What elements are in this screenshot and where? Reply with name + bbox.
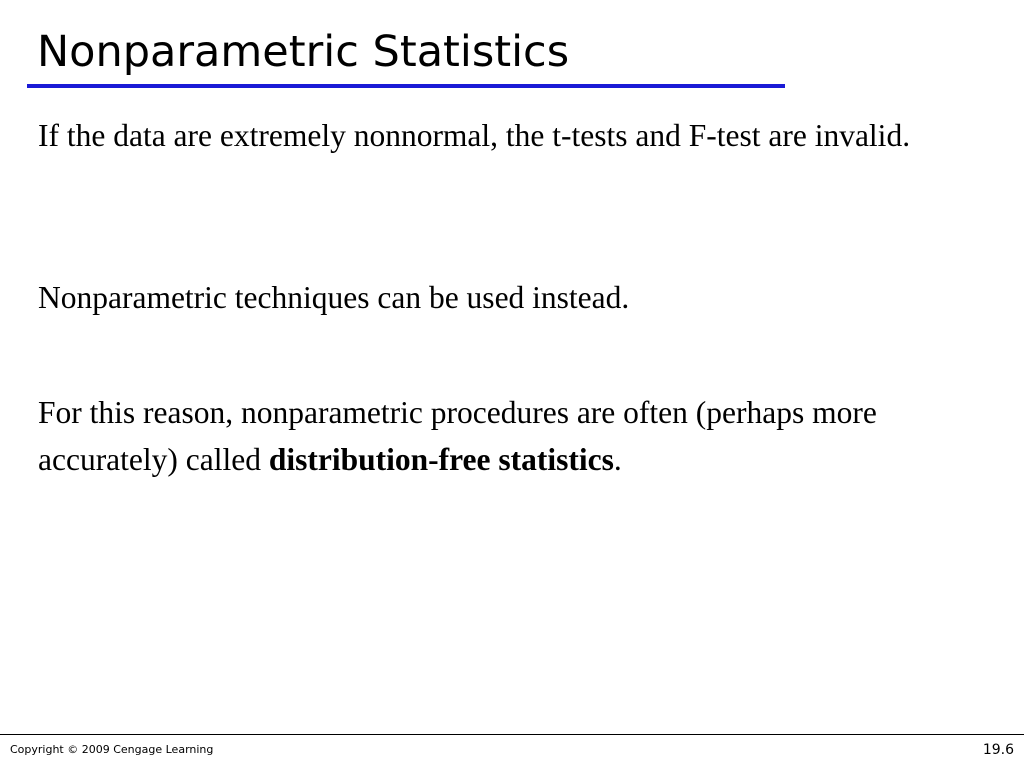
copyright-notice: Copyright © 2009 Cengage Learning: [10, 743, 214, 756]
bold-term: distribution-free statistics: [268, 442, 614, 477]
paragraph-text-after: .: [613, 442, 622, 477]
paragraph-text-before: For this reason, nonparametric procedures are often (perhaps more accurately) called: [38, 395, 877, 477]
paragraph-distribution-free: [38, 389, 1018, 483]
paragraph-nonnormal-data: If the data are extremely nonnormal, the t-tests and F-test are invalid.: [38, 118, 911, 153]
slide-number: 19.6: [982, 742, 1014, 758]
footer-divider: [0, 734, 1024, 735]
title-underline: [27, 84, 785, 88]
slide-title: Nonparametric Statistics: [37, 27, 570, 77]
paragraph-nonparametric-techniques: Nonparametric techniques can be used instead.: [38, 280, 630, 315]
